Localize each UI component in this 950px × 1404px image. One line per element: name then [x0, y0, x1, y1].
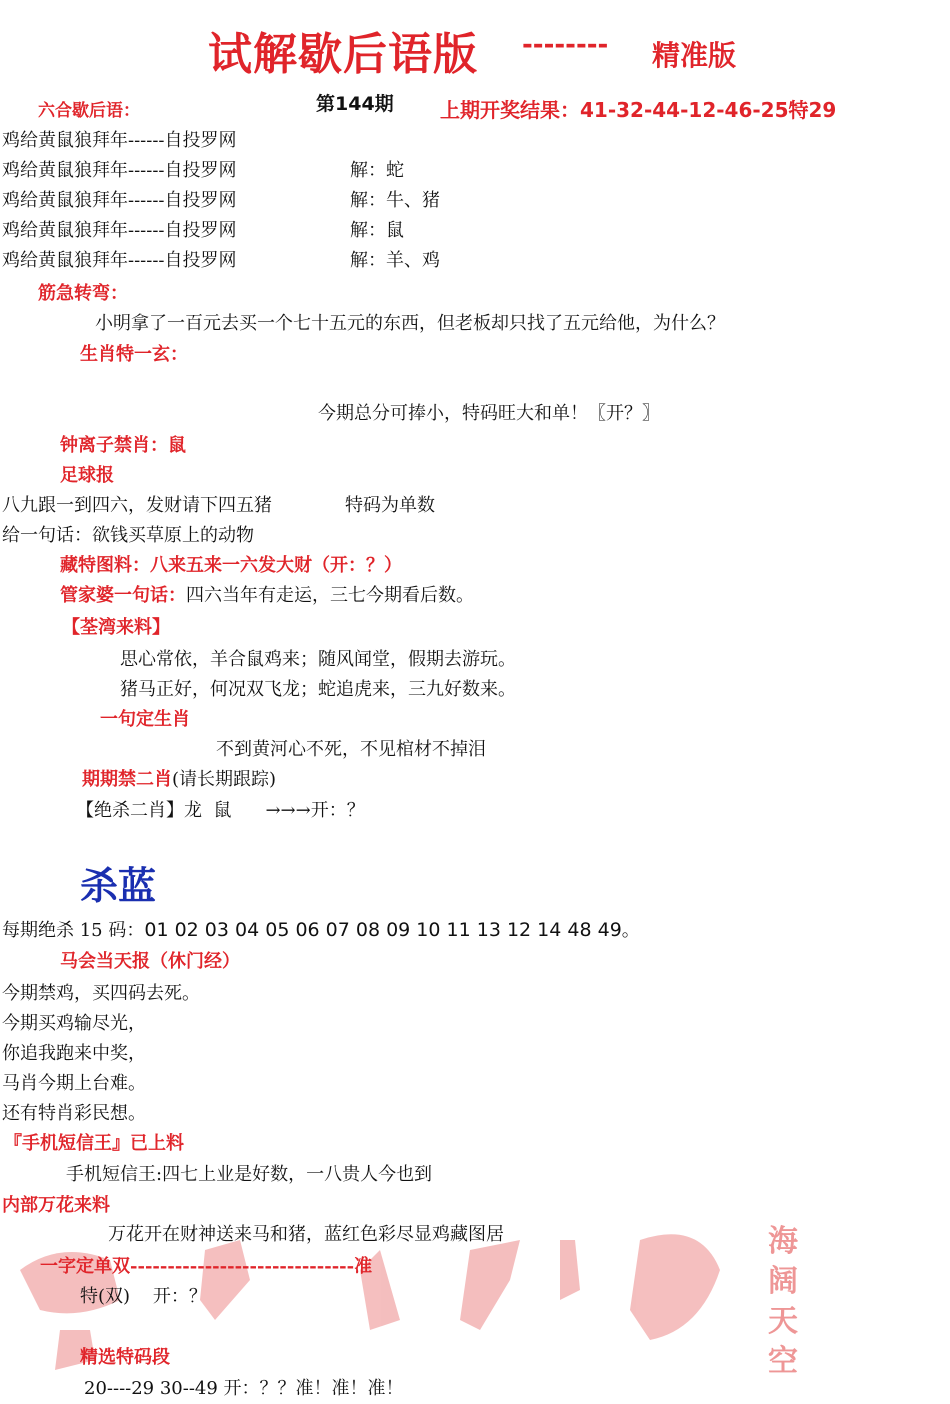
ban-two-kill: [76, 796, 365, 822]
horse-report-heading: 马会当天报（休门经）: [60, 951, 240, 972]
ban-two-heading: 期期禁二肖: [82, 769, 172, 790]
special-range-line: 20----29 30--49 开：？？准！准！准！: [84, 1378, 404, 1399]
housekeeper-line: [60, 581, 474, 607]
kill-blue-numbers: 01 02 03 04 05 06 07 08 09 10 11 13 12 14 48 49: [144, 919, 622, 941]
ban-two-line: [82, 765, 276, 791]
football-line: 给一句话：欲钱买草原上的动物: [2, 525, 254, 546]
xiehouyu-answer: 解：牛、猪: [350, 190, 440, 211]
xiehouyu-answer: 解：蛇: [350, 160, 404, 181]
sms-king-heading: 『手机短信王』已上料: [4, 1133, 184, 1154]
horse-report-line: 还有特肖彩民想。: [2, 1103, 146, 1124]
zhongli-ban: 钟离子禁肖：鼠: [60, 435, 186, 456]
quanwan-line: 猪马正好，何况双飞龙；蛇追虎来，三九好数来。: [120, 679, 516, 700]
one-sentence-heading: 一句定生肖: [100, 709, 190, 730]
football-line-b: 特码为单数: [345, 495, 435, 516]
wanhua-heading: 内部万花来料: [2, 1195, 110, 1216]
xiehouyu-row: 鸡给黄鼠狼拜年------自投罗网: [2, 250, 237, 271]
kill-blue-heading: 杀蓝: [80, 864, 157, 908]
xiehouyu-heading: 六合歇后语：: [38, 101, 140, 121]
xiehouyu-row: 鸡给黄鼠狼拜年------自投罗网: [2, 130, 237, 151]
housekeeper-text: 四六当年有走运，三七今期看后数。: [186, 585, 474, 606]
sms-king-text: 手机短信王:四七上业是好数，一八贵人今也到: [66, 1164, 433, 1185]
riddle-text: 小明拿了一百元去买一个七十五元的东西，但老板却只找了五元给他，为什么？: [95, 313, 725, 334]
horse-report-line: 你追我跑来中奖，: [2, 1043, 146, 1064]
ban-two-note: (请长期跟踪): [172, 769, 277, 790]
xiehouyu-row: 鸡给黄鼠狼拜年------自投罗网: [2, 220, 237, 241]
quanwan-heading: 【荃湾来料】: [62, 617, 170, 638]
riddle-heading: 筋急转弯：: [38, 283, 128, 304]
football-line: 八九跟一到四六，发财请下四五猪: [2, 495, 272, 516]
horse-report-line: 今期禁鸡，买四码去死。: [2, 983, 200, 1004]
quanwan-line: 思心常依，羊合鼠鸡来；随风闻堂，假期去游玩。: [120, 649, 516, 670]
issue-number: 第144期: [316, 93, 394, 115]
ban-two-kill-text: 【绝杀二肖】龙 鼠: [76, 800, 232, 821]
watermark-stroke: [630, 1234, 720, 1340]
single-double-heading: 一字定单双------------------------------准: [40, 1256, 373, 1277]
horse-report-line: 马肖今期上台难。: [2, 1073, 146, 1094]
xiehouyu-answer: 解：羊、鸡: [350, 250, 440, 271]
kill-blue-end: 。: [621, 920, 640, 941]
football-heading: 足球报: [60, 465, 114, 486]
title-dash: --------: [522, 30, 609, 60]
watermark-stroke: [460, 1240, 520, 1330]
watermark-stroke: [560, 1240, 580, 1300]
zodiac-mystery-text: 今期总分可捧小，特码旺大和单！〖开？〗: [318, 403, 660, 424]
hidden-pic-text: 藏特图料：八来五来一六发大财（开：？）: [60, 555, 402, 576]
watermark-vertical-text: 海阔天空: [768, 1224, 798, 1379]
single-double-line: 特(双) 开：？: [80, 1286, 207, 1307]
one-sentence-text: 不到黄河心不死，不见棺材不掉泪: [216, 739, 486, 760]
horse-report-line: 今期买鸡输尽光，: [2, 1013, 146, 1034]
last-result: 上期开奖结果：41-32-44-12-46-25特29: [440, 98, 837, 122]
kill-blue-label: 每期绝杀 15 码：: [2, 920, 145, 941]
housekeeper-label: 管家婆一句话：: [60, 585, 186, 606]
ban-two-arrows: →→→开：？: [265, 800, 365, 821]
page-subtitle: 精准版: [652, 39, 737, 72]
xiehouyu-answer: 解：鼠: [350, 220, 404, 241]
xiehouyu-row: 鸡给黄鼠狼拜年------自投罗网: [2, 190, 237, 211]
special-range-heading: 精选特码段: [80, 1347, 170, 1368]
kill-blue-line: [2, 916, 640, 942]
hidden-pic-line: [60, 551, 402, 577]
zodiac-mystery-heading: 生肖特一玄：: [80, 344, 188, 365]
xiehouyu-row: 鸡给黄鼠狼拜年------自投罗网: [2, 160, 237, 181]
wanhua-text: 万花开在财神送来马和猪，蓝红色彩尽显鸡藏图居: [108, 1224, 504, 1245]
page-title: 试解歇后语版: [208, 29, 478, 80]
